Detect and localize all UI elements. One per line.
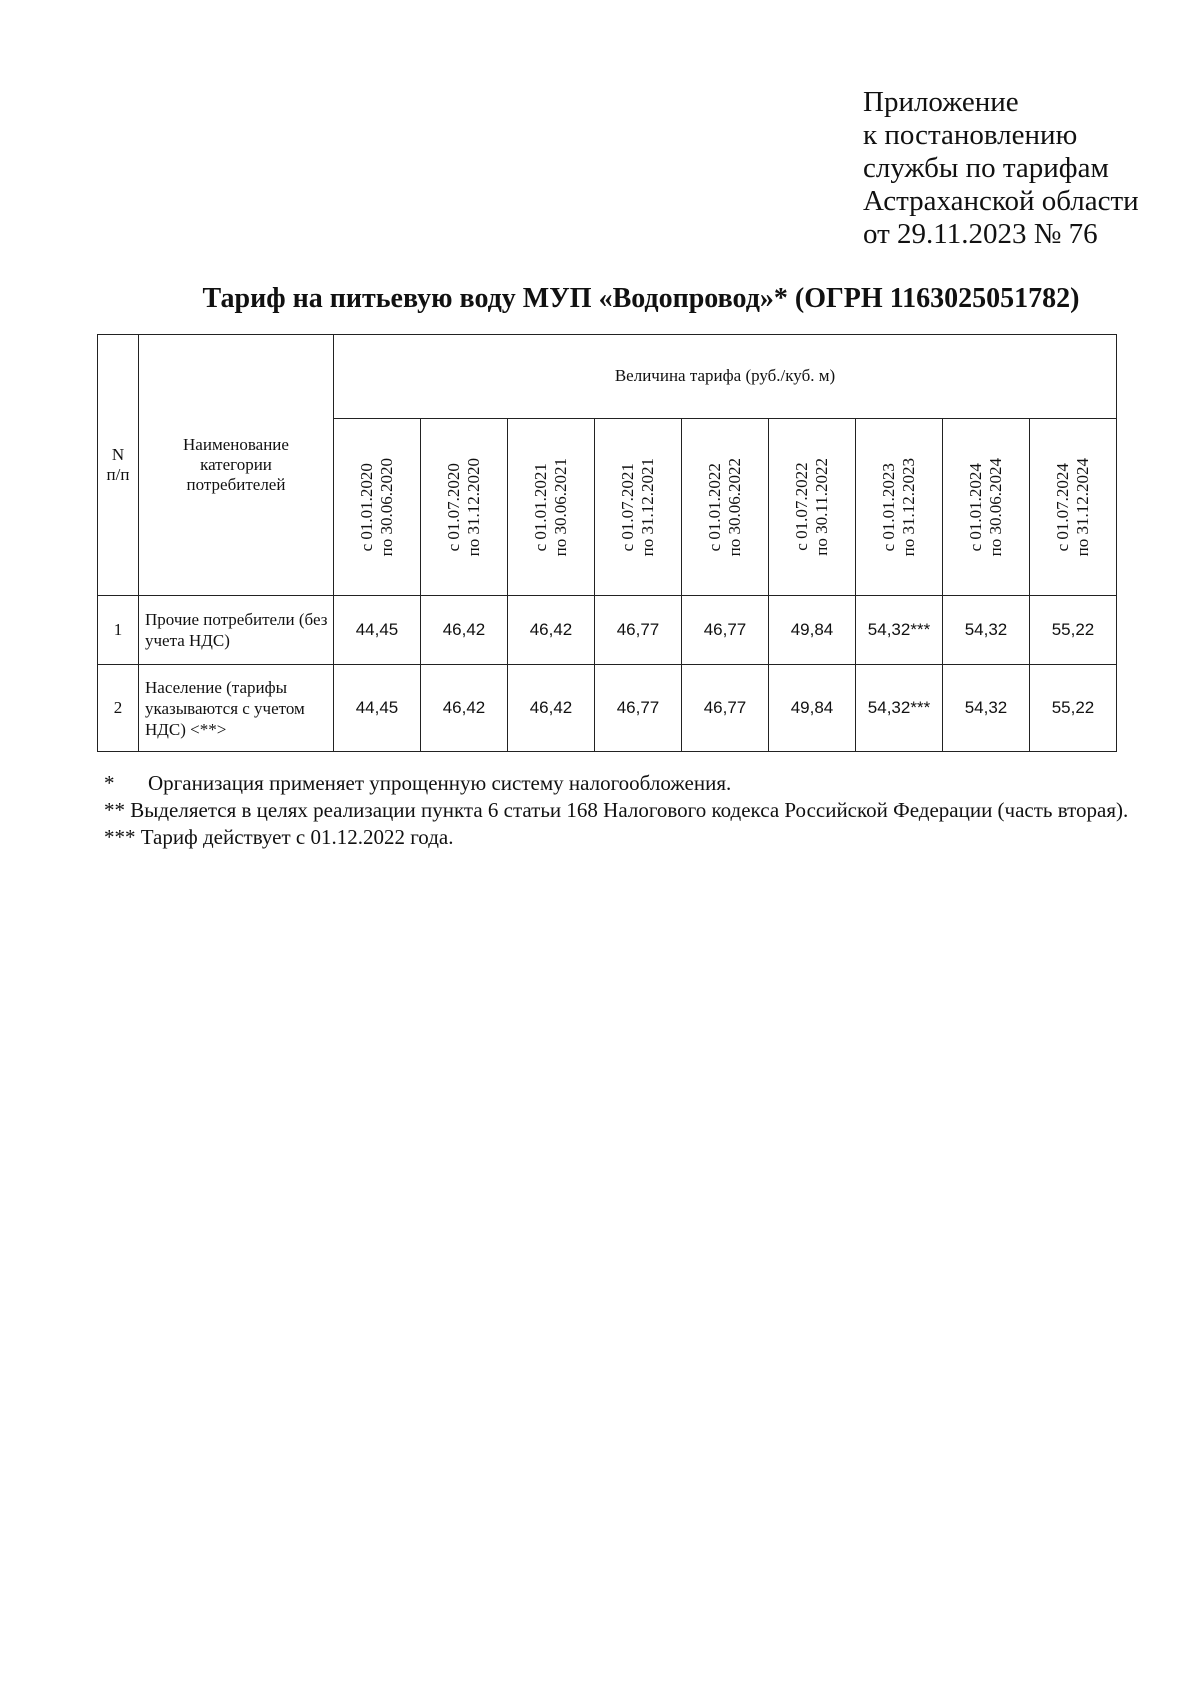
footnote-mark: ** bbox=[104, 798, 125, 822]
footnotes bbox=[104, 770, 1166, 851]
period-from: с 01.01.2020 bbox=[357, 462, 376, 552]
document-title: Тариф на питьевую воду МУП «Водопровод»* (ОГРН 1163025051782) bbox=[202, 283, 1080, 314]
period-from: с 01.07.2022 bbox=[792, 462, 811, 552]
period-from: с 01.07.2024 bbox=[1053, 462, 1072, 552]
table-row bbox=[98, 596, 1117, 665]
tariff-value-cell: 55,22 bbox=[1030, 665, 1117, 752]
row-number: 1 bbox=[98, 596, 139, 665]
header-tariff-value: Величина тарифа (руб./куб. м) bbox=[334, 335, 1117, 419]
tariff-value-cell: 55,22 bbox=[1030, 596, 1117, 665]
period-to: по 31.12.2024 bbox=[1073, 457, 1092, 557]
row-number: 2 bbox=[98, 665, 139, 752]
period-from: с 01.01.2023 bbox=[879, 462, 898, 552]
appendix-block bbox=[863, 86, 1139, 251]
period-header bbox=[856, 418, 943, 595]
tariff-value-cell: 49,84 bbox=[769, 665, 856, 752]
table-row bbox=[98, 665, 1117, 752]
footnote-text: Тариф действует с 01.12.2022 года. bbox=[140, 825, 454, 849]
footnote bbox=[104, 770, 1166, 797]
period-header bbox=[508, 418, 595, 595]
footnote bbox=[104, 797, 1166, 824]
header-number-text: N п/п bbox=[106, 445, 130, 484]
period-header bbox=[421, 418, 508, 595]
period-header bbox=[595, 418, 682, 595]
footnote-text: Выделяется в целях реализации пункта 6 статьи 168 Налогового кодекса Российской Федерации (часть вторая). bbox=[130, 798, 1129, 822]
header-number bbox=[98, 335, 139, 596]
period-header bbox=[682, 418, 769, 595]
period-from: с 01.01.2021 bbox=[531, 462, 550, 552]
appendix-line: Астраханской области bbox=[863, 185, 1139, 217]
tariff-value-cell: 46,42 bbox=[508, 665, 595, 752]
period-to: по 30.06.2021 bbox=[551, 457, 570, 557]
footnote-mark: * bbox=[104, 771, 115, 795]
period-to: по 30.06.2020 bbox=[377, 457, 396, 557]
row-category: Население (тарифы указываются с учетом НДС) <**> bbox=[139, 665, 334, 752]
row-category: Прочие потребители (без учета НДС) bbox=[139, 596, 334, 665]
period-header bbox=[943, 418, 1030, 595]
tariff-value-cell: 54,32 bbox=[943, 665, 1030, 752]
period-header bbox=[334, 418, 421, 595]
period-from: с 01.07.2021 bbox=[618, 462, 637, 552]
period-header bbox=[769, 418, 856, 595]
period-header bbox=[1030, 418, 1117, 595]
tariff-value-cell: 46,77 bbox=[682, 665, 769, 752]
period-from: с 01.07.2020 bbox=[444, 462, 463, 552]
footnote-mark: *** bbox=[104, 825, 136, 849]
tariff-value-cell: 46,42 bbox=[421, 665, 508, 752]
period-to: по 31.12.2020 bbox=[464, 457, 483, 557]
tariff-value-cell: 44,45 bbox=[334, 596, 421, 665]
tariff-value-cell: 44,45 bbox=[334, 665, 421, 752]
tariff-value-cell: 46,77 bbox=[595, 665, 682, 752]
appendix-line: службы по тарифам bbox=[863, 152, 1109, 184]
tariff-value-cell: 46,42 bbox=[421, 596, 508, 665]
tariff-value-cell: 49,84 bbox=[769, 596, 856, 665]
appendix-line: Приложение bbox=[863, 86, 1019, 118]
appendix-line: к постановлению bbox=[863, 119, 1078, 151]
header-category-text: Наименование категории потребителей bbox=[183, 435, 289, 494]
period-to: по 30.06.2024 bbox=[986, 457, 1005, 557]
tariff-value-cell: 46,77 bbox=[682, 596, 769, 665]
tariff-value-cell: 54,32 bbox=[943, 596, 1030, 665]
period-to: по 30.06.2022 bbox=[725, 457, 744, 557]
table-header-row bbox=[98, 335, 1117, 419]
period-to: по 31.12.2021 bbox=[638, 457, 657, 557]
tariff-value-cell: 54,32*** bbox=[856, 665, 943, 752]
tariff-value-cell: 46,77 bbox=[595, 596, 682, 665]
period-to: по 30.11.2022 bbox=[812, 458, 831, 556]
period-from: с 01.01.2024 bbox=[966, 462, 985, 552]
tariff-value-cell: 54,32*** bbox=[856, 596, 943, 665]
period-to: по 31.12.2023 bbox=[899, 457, 918, 557]
appendix-line: от 29.11.2023 № 76 bbox=[863, 218, 1098, 250]
header-category bbox=[139, 335, 334, 596]
tariff-table bbox=[97, 334, 1117, 752]
tariff-value-cell: 46,42 bbox=[508, 596, 595, 665]
footnote bbox=[104, 824, 1166, 851]
footnote-text: Организация применяет упрощенную систему налогообложения. bbox=[148, 771, 732, 795]
period-from: с 01.01.2022 bbox=[705, 462, 724, 552]
